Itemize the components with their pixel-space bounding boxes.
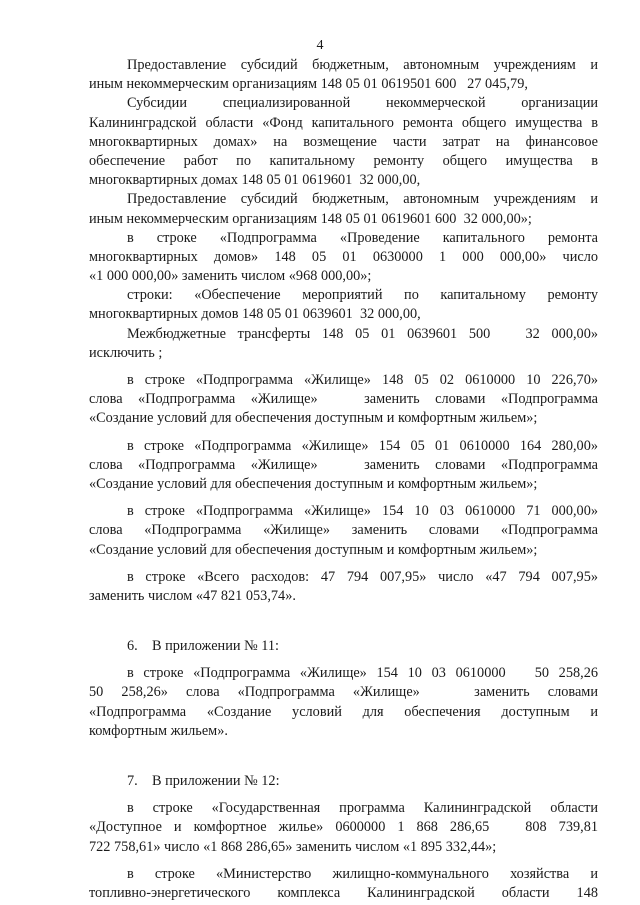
text-line: в строке «Подпрограмма «Жилище» 154 10 03 0610000 71 000,00» [127,503,598,520]
text-line: иным некоммерческим организациям 148 05 01 0619501 600 27 045,79, [89,76,528,93]
text-line: многоквартирных домах 148 05 01 0619601 32 000,00, [89,172,421,189]
text-line: в строке «Подпрограмма «Жилище» 154 05 01 0610000 164 280,00» [127,437,598,454]
text-line: Калининградской области «Фонд капитального ремонта общего имущества в [89,114,598,131]
text-line: 722 758,61» число «1 868 286,65» заменить числом «1 895 332,44»; [89,838,497,855]
text-line: Межбюджетные трансферты 148 05 01 0639601 500 32 000,00» [127,325,598,342]
text-line: слова «Подпрограмма «Жилище» заменить словами «Подпрограмма [89,522,598,539]
text-line: топливно-энергетического комплекса Калининградской области 148 [89,884,598,901]
text-line: «Создание условий для обеспечения доступным и комфортным жильем»; [89,475,538,492]
text-line: иным некоммерческим организациям 148 05 01 0619601 600 32 000,00»; [89,210,532,227]
text-line: «Создание условий для обеспечения доступным и комфортным жильем»; [89,410,538,427]
text-line: «Создание условий для обеспечения доступным и комфортным жильем»; [89,541,538,558]
text-line: в строке «Министерство жилищно-коммунального хозяйства и [127,865,598,882]
text-line: слова «Подпрограмма «Жилище» заменить словами «Подпрограмма [89,391,598,408]
text-line: в строке «Подпрограмма «Проведение капитального ремонта [127,229,598,246]
text-line: многоквартирных домов 148 05 01 0639601 32 000,00, [89,306,421,323]
text-line: многоквартирных домах» на возмещение части затрат на финансовое [89,133,598,150]
text-line: Предоставление субсидий бюджетным, автономным учреждениям и [127,191,598,208]
text-line: заменить числом «47 821 053,74». [89,587,296,604]
text-line: Субсидии специализированной некоммерческой организации [127,95,598,112]
text-line: строки: «Обеспечение мероприятий по капитальному ремонту [127,287,598,304]
document-body [89,56,598,903]
section-heading: 7. В приложении № 12: [127,773,280,789]
text-line: обеспечение работ по капитальному ремонту общего имущества в [89,152,598,169]
text-line: комфортным жильем». [89,722,228,739]
text-line: в строке «Государственная программа Калининградской области [127,800,598,817]
text-line: в строке «Подпрограмма «Жилище» 154 10 03 0610000 50 258,26 [127,665,598,682]
text-line: «Доступное и комфортное жилье» 0600000 1 868 286,65 808 739,81 [89,819,598,836]
text-line: многоквартирных домов» 148 05 01 0630000 1 000 000,00» число [89,248,598,265]
text-line: 50 258,26» слова «Подпрограмма «Жилище» заменить словами [89,684,598,701]
text-line: «1 000 000,00» заменить числом «968 000,00»; [89,268,372,285]
text-line: в строке «Подпрограмма «Жилище» 148 05 02 0610000 10 226,70» [127,372,598,388]
text-line: в строке «Всего расходов: 47 794 007,95» число «47 794 007,95» [127,568,598,585]
text-line: «Подпрограмма «Создание условий для обеспечения доступным и [89,703,598,720]
section-heading: 6. В приложении № 11: [127,638,280,655]
text-line: исключить ; [89,344,163,361]
text-line: слова «Подпрограмма «Жилище» заменить словами «Подпрограмма [89,456,598,473]
text-line: Предоставление субсидий бюджетным, автономным учреждениям и [127,57,598,73]
page-number: 4 [316,38,324,53]
